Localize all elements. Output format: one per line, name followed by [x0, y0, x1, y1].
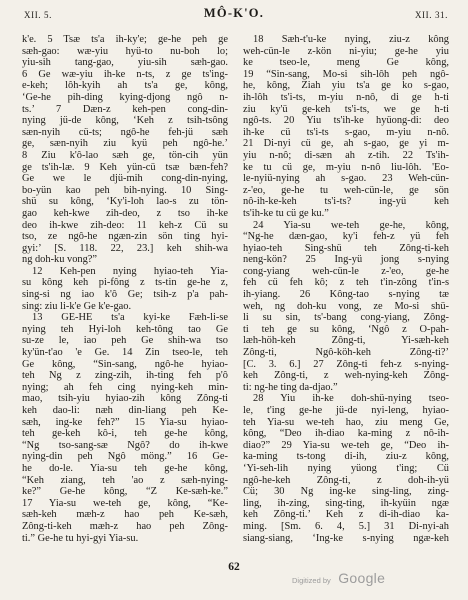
- text-line: ‘Yi-seh-lih nying yüong t'ing; Cü: [243, 462, 449, 474]
- text-line: sing-si ng iao k'ô Ge; tsih-z p'a pah-: [22, 289, 228, 301]
- text-line: sæh-gao: wæ-yiu hyü-to nu-boh lo;: [22, 45, 228, 57]
- text-line: le, t'ing ge-he jü-de nyi-leng, hyiao-: [243, 405, 449, 416]
- text-line: he, kông, Ziah yiu ts'a ge ko s-gao,: [243, 80, 449, 92]
- paragraph: [22, 312, 228, 544]
- text-line: [C. 3. 6.] 27 Zông-ti feh-z s-nying-: [243, 358, 449, 370]
- text-line: mao, tsih-yiu hyiao-zih kông Zông-ti: [22, 393, 228, 405]
- text-line: 12 Keh-pen nying hyiao-teh Yia-: [32, 265, 228, 277]
- text-line: 21 Di-nyi cü ge, ah s-gao, ge yi m-: [243, 138, 449, 150]
- text-line: k'e. 5 Tsæ ts'a ih-ky'e; ge-he peh ge: [22, 34, 228, 45]
- text-line: ti.” Ge-he tu hyi-gyi Yia-su.: [22, 532, 139, 544]
- text-line: weh-cün-le z-kön ni-yiu; ge-he yiu: [243, 45, 449, 57]
- text-line: ti: ng-he ting da-djao.”: [243, 381, 338, 393]
- text-line: ziu ky'ü ge-keh ts'i-ts, we ge h-ti: [243, 103, 449, 115]
- text-line: “Ng tso-sang-sæ Ngô? do ih-kwe: [22, 439, 228, 451]
- text-line: z-'eo, ge-he tu weh-cün-le, ge sön: [243, 184, 449, 196]
- text-line: sæn-nyih cü-ts; ngô-he feh-jü sæh: [22, 126, 228, 138]
- text-line: “Ng-he dæn-gao, ky'i feh-z yü feh: [243, 231, 449, 243]
- text-line: Cü; 30 Ng ing-ke sing-ling, zing-: [243, 486, 449, 498]
- text-line: “Keh ziang, teh 'ao z sæh-nying-: [22, 474, 228, 486]
- running-header-title: MÔ-K'O.: [203, 6, 265, 20]
- text-line: diao?” 29 Yia-su we-teh ge, “Deo ih-: [243, 439, 449, 451]
- text-line: 24 Yia-su we-teh ge-he, kông,: [253, 219, 449, 231]
- text-line: ke?” Ge-he kông, “Z Ke-sæh-ke.”: [22, 486, 228, 498]
- text-line: e-keh; lôh-kyih ah ts'a ge, kông,: [22, 80, 228, 92]
- text-line: keh dao-li: næh din-liang peh Ke-: [22, 405, 228, 416]
- google-logo: Google: [338, 570, 386, 586]
- text-line: 13 GE-HE ts'a kyi-ke Fæh-li-se: [32, 312, 228, 324]
- text-line: teh ge-keh kô-i, teh ge-he kông,: [22, 428, 228, 440]
- paragraph: [243, 393, 449, 544]
- text-line: yiu n-nô; di-sæn ah z-tih. 22 Ts'ih-: [243, 149, 449, 161]
- text-line: gyi:’ [S. 118. 22, 23.] keh shih-wa: [22, 242, 228, 254]
- text-line: kông, “Deo ih-diao ka-ming z nô-ih-: [243, 428, 449, 440]
- running-header-left: XII. 5.: [24, 10, 52, 20]
- text-line: nô-ih-ke-keh ts'i-ts? ing-yü keh: [243, 196, 449, 208]
- text-line: nying; ah feh cing nying-keh min-: [22, 381, 228, 393]
- text-line: deo ih-kwe zih-deo: 11 keh-z Cü su: [22, 219, 228, 231]
- text-line: feh cü feh kô; z teh t'in-zông t'in-s: [243, 277, 449, 289]
- text-line: læh-höh-keh Zông-ti, Yi-sæh-keh: [243, 335, 449, 347]
- watermark-prefix: Digitized by: [292, 576, 331, 585]
- text-line: keh Zông-ti, z weh-nying-keh Zông-: [243, 370, 449, 382]
- text-line: tso, ze ngô-he ngæn-zin sön ting hyi-: [22, 231, 228, 243]
- text-line: 8 Ziu k'ô-lao sæh ge, tön-cih yün: [22, 149, 228, 161]
- text-line: ke tseo-le, meng Ge kông,: [243, 57, 449, 69]
- text-line: ng doh-ku vong?”: [22, 254, 98, 266]
- text-line: ts.’ 7 Dæn-z keh-pen cong-din-: [22, 103, 228, 115]
- text-line: ge, sæn-nyih ziu kyü peh ngô-he.’: [22, 138, 228, 150]
- text-line: ‘Ge-he pih-ding kying-djong ngô n-: [22, 91, 228, 103]
- text-line: ih-yiang. 26 Kông-tao s-nying tæ: [243, 289, 449, 301]
- right-column: [243, 34, 449, 544]
- paragraph: [243, 34, 449, 220]
- text-line: ti teh ge su kông, ‘Ngô z O-pah-: [243, 323, 449, 335]
- text-line: sæh-keh mæh-z hao peh Ke-sæh,: [22, 509, 228, 521]
- text-line: he do-le. Yia-su teh ge-he kông,: [22, 462, 228, 474]
- text-line: gao keh-kwe zih-deo, z tso ih-ke: [22, 207, 228, 219]
- text-line: ge ts'ih-læ. 9 Keh yün-cü tsæ bæn-feh?: [22, 161, 228, 173]
- text-line: nying-din peh Ngô möng.” 16 Ge-: [22, 451, 228, 463]
- text-line: neng-kön? 25 Ing-yü jong s-nying: [243, 254, 449, 266]
- text-line: Ge we le djü-mih cong-din-nying,: [22, 173, 228, 185]
- running-header-right: XII. 31.: [414, 10, 448, 20]
- text-line: ling, ih-zing, sing-ting, ih-kyüin ngæ: [243, 497, 449, 509]
- text-line: ngô-ts. 20 Yiu ts'ih-ke hyüong-di: deo: [243, 115, 449, 127]
- text-line: ke tu cü ge, m-yiu n-nô liu-lôh. 'Eo-: [243, 161, 449, 173]
- text-line: sing: ziu li-k'e Ge k'e-gao.: [22, 300, 132, 312]
- text-line: teh Ng z zing-zih, ih-ting feh p'ô: [22, 370, 228, 382]
- text-line: cong-yiang weh-cün-le z-'eo, ge-he: [243, 265, 449, 277]
- text-line: Zông-ti, Ngô-köh-keh Zông-ti?’: [243, 347, 449, 359]
- text-line: 28 Yiu ih-ke doh-shü-nying tseo-: [253, 393, 449, 405]
- text-line: weh, ng doh-ku vong, ze Mo-si shü-: [243, 300, 449, 312]
- text-line: shü su kông, ‘Ky'i-loh lao-s zu tön-: [22, 196, 228, 208]
- text-line: ngô-he-keh Zông-ti, z doh-ih-yü: [243, 474, 449, 486]
- text-line: hyiao-teh Sing-shü teh Zông-ti-keh: [243, 242, 449, 254]
- text-line: siang-siang, ‘Ing-ke s-nying ngæ-keh: [243, 532, 449, 544]
- text-line: 17 Yia-su we-teh ge, kông, “Ke-: [22, 497, 228, 509]
- paragraph: [243, 220, 449, 394]
- text-line: ming. [Sm. 6. 4, 5.] 31 Di-nyi-ah: [243, 520, 449, 532]
- text-line: ih-lôh ts'i-ts, m-yiu n-nô, di ge h-ti: [243, 91, 449, 103]
- text-line: su-ze le, iao peh Ge shih-wa tso: [22, 335, 228, 347]
- text-line: li su sin, ts'-bang cong-yiang, Zông-: [243, 312, 449, 324]
- text-line: le-nyiü-nying ah s-gao. 23 Weh-cün-: [243, 173, 449, 185]
- paragraph: [22, 266, 228, 312]
- text-line: Ge kông, “Sin-sang, ngô-he hyiao-: [22, 358, 228, 370]
- text-line: ts'ih-ke tu cü ge ku.”: [243, 207, 329, 219]
- text-line: 18 Sæh-t'u-ke nying, ziu-z kông: [253, 34, 449, 45]
- text-line: su kông keh pi-fông z ts-tin ge-he z,: [22, 277, 228, 289]
- text-line: nying teh Hyi-loh keh-tông tao Ge: [22, 323, 228, 335]
- text-line: ih-ke cü ts'i-ts s-gao, m-yiu n-nô.: [243, 126, 449, 138]
- text-line: Zông-ti-keh mæh-z hao peh Zông-: [22, 520, 228, 532]
- text-line: teh Yia-su we-teh hao, ziu meng Ge,: [243, 416, 449, 428]
- text-line: keh Zông-ti.’ Keh z di-ih-diao ka-: [243, 509, 449, 521]
- text-line: 6 Ge wæ-yiu ih-ke n-ts, z ge ts'ing-: [22, 68, 228, 80]
- text-line: ky'ün-t'ao 'e Ge. 14 Zin tseo-le, teh: [22, 347, 228, 359]
- text-line: ka-ming ts-tong di-ih, ziu-z kông,: [243, 451, 449, 463]
- digitized-watermark: [292, 570, 385, 588]
- text-line: yiu-sih tang-gao, yiu-sih sæh-gao.: [22, 57, 228, 69]
- text-line: nying jü-de kông, ‘Keh z tsih-tsông: [22, 115, 228, 127]
- text-line: sæh, ing-ke feh?” 15 Yia-su hyiao-: [22, 416, 228, 428]
- left-column: [22, 34, 228, 544]
- text-line: bo-yün kao peh bih-nying. 10 Sing-: [22, 184, 228, 196]
- paragraph: [22, 34, 228, 266]
- text-line: 19 “Sin-sang, Mo-si sih-lôh peh ngô-: [243, 68, 449, 80]
- page-number: 62: [228, 561, 240, 573]
